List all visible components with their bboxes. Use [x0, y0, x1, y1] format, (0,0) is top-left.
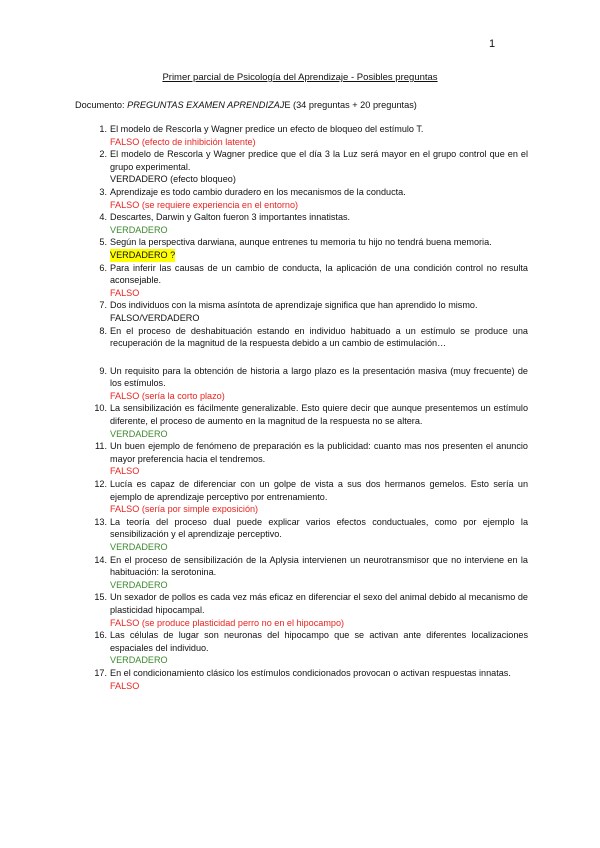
question-item — [90, 262, 528, 300]
question-number: 16. — [94, 630, 107, 641]
question-text: Lucía es capaz de diferenciar con un golpe de vista a sus dos hermanos gemelos. Esto sería un ejemplo de aprendizaje perceptivo por entrenamiento. — [110, 479, 528, 502]
question-number: 6. — [99, 262, 107, 273]
question-item — [90, 365, 528, 403]
question-item — [90, 554, 528, 592]
question-text: El modelo de Rescorla y Wagner predice que el día 3 la Luz será mayor en el grupo control que en el grupo experimental. — [110, 149, 528, 172]
question-text: Aprendizaje es todo cambio duradero en los mecanismos de la conducta. — [110, 186, 406, 197]
question-text: La teoría del proceso dual puede explicar varios efectos conductuales, como por ejemplo la sensibilización y el aprendizaje perceptivo. — [110, 516, 528, 540]
question-list — [90, 123, 528, 692]
question-number: 5. — [99, 237, 107, 248]
question-item — [90, 667, 528, 692]
answer-text: FALSO (efecto de inhibición latente) — [110, 136, 256, 147]
document-line — [75, 100, 417, 110]
question-item — [90, 591, 528, 629]
answer-text: FALSO — [110, 287, 140, 298]
question-text: Un sexador de pollos es cada vez más eficaz en diferenciar el sexo del animal debido al mecanismo de plasticidad hipocampal. — [110, 592, 528, 615]
question-number: 17. — [94, 667, 107, 678]
question-text: La sensibilización es fácilmente generalizable. Esto quiere decir que aunque presentemos un estímulo diferente, el proceso de aumento en la magnitud de la respuesta no se altera. — [110, 403, 528, 427]
answer-text: FALSO — [110, 466, 140, 477]
question-number: 2. — [99, 149, 107, 160]
question-item — [90, 440, 528, 478]
question-number: 4. — [99, 212, 107, 223]
question-number: 10. — [94, 403, 107, 414]
question-number: 3. — [99, 186, 107, 197]
page-number: 1 — [489, 38, 496, 50]
question-text: Según la perspectiva darwiana, aunque entrenes tu memoria tu hijo no tendrá buena memoria. — [110, 237, 492, 248]
question-item — [90, 516, 528, 554]
answer-text: VERDADERO — [110, 579, 168, 590]
answer-text: FALSO (sería la corto plazo) — [110, 390, 225, 401]
question-item — [90, 402, 528, 440]
question-text: Dos individuos con la misma asíntota de aprendizaje significa que han aprendido lo mismo. — [110, 300, 478, 311]
question-text: Un requisito para la obtención de historia a largo plazo es la presentación masiva (muy frecuente) de los estímulos. — [110, 365, 528, 389]
question-text: Para inferir las causas de un cambio de conducta, la aplicación de una condición control no resulta aconsejable. — [110, 262, 528, 286]
question-text: En el condicionamiento clásico los estímulos condicionados provocan o activan respuestas innatas. — [110, 667, 511, 678]
question-item — [90, 211, 528, 236]
question-text: El modelo de Rescorla y Wagner predice un efecto de bloqueo del estímulo T. — [110, 124, 424, 134]
answer-text: VERDADERO — [110, 542, 168, 552]
question-text: Un buen ejemplo de fenómeno de preparación es la publicidad: cuanto mas nos presenten el anuncio mayor preferencia hacia el tendremos. — [110, 441, 528, 464]
question-number: 1. — [99, 124, 107, 134]
question-text: Las células de lugar son neuronas del hipocampo que se activan ante diferentes localizaciones espaciales del individuo. — [110, 630, 528, 653]
answer-text: VERDADERO — [110, 224, 168, 235]
question-item — [90, 629, 528, 667]
document-label: Documento: — [75, 100, 128, 110]
question-item — [90, 186, 528, 211]
question-item — [90, 325, 528, 350]
answer-text: VERDADERO — [110, 655, 168, 666]
question-item — [90, 236, 528, 261]
answer-text: FALSO (se requiere experiencia en el entorno) — [110, 199, 299, 210]
question-number: 7. — [99, 300, 107, 311]
document-name: PREGUNTAS EXAMEN APRENDIZAJ — [127, 100, 285, 110]
question-number: 9. — [99, 365, 107, 376]
answer-text: VERDADERO — [110, 428, 168, 439]
question-text: En el proceso de sensibilización de la Aplysia intervienen un neurotransmisor que no interviene en la habituación: la serotonina. — [110, 554, 528, 578]
answer-text: FALSO (se produce plasticidad perro no en el hipocampo) — [110, 617, 345, 628]
question-number: 8. — [99, 325, 107, 336]
question-number: 14. — [94, 554, 107, 565]
question-item — [90, 299, 528, 324]
question-number: 12. — [94, 479, 107, 490]
document-count: E (34 preguntas + 20 preguntas) — [284, 100, 417, 110]
question-text: En el proceso de deshabituación estando en individuo habituado a un estímulo se produce una recuperación de la magnitud de la respuesta debido a un cambio de estimulación… — [110, 325, 528, 349]
question-text: Descartes, Darwin y Galton fueron 3 importantes innatistas. — [110, 212, 351, 223]
answer-text: FALSO/VERDADERO — [110, 312, 200, 323]
answer-text: FALSO (sería por simple exposición) — [110, 504, 259, 515]
question-item — [90, 478, 528, 516]
question-item — [90, 148, 528, 186]
answer-text: VERDADERO ? — [110, 249, 176, 260]
page-title: Primer parcial de Psicología del Aprendizaje - Posibles preguntas — [162, 72, 438, 83]
answer-text: VERDADERO (efecto bloqueo) — [110, 174, 236, 185]
question-number: 15. — [94, 592, 107, 603]
question-number: 11. — [95, 441, 107, 452]
question-item — [90, 123, 528, 148]
question-number: 13. — [94, 516, 107, 527]
answer-text: FALSO — [110, 680, 140, 691]
